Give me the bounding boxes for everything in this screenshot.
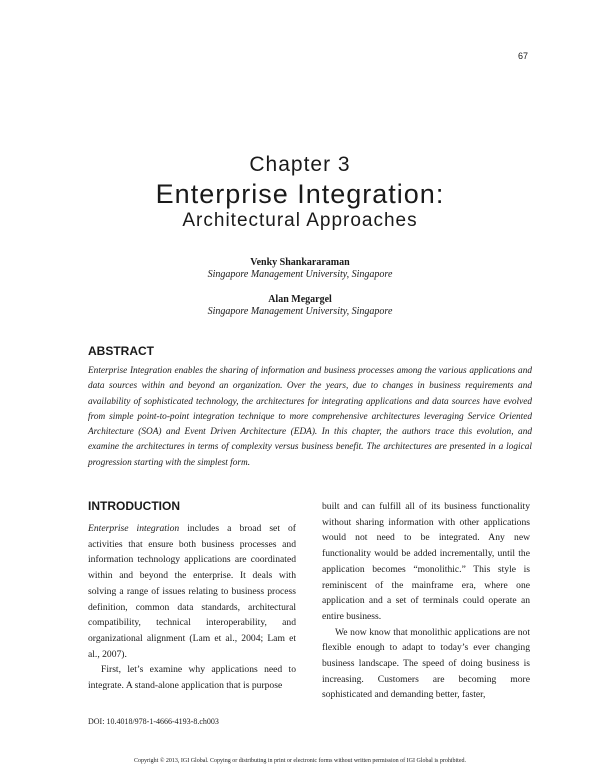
body-column-left (88, 521, 296, 694)
author-block (0, 294, 600, 317)
intro-paragraph-3: We now know that monolithic applications are not flexible enough to adapt to today’s ever changing business landscape. The speed of doing business is increasing. Customers are becoming more sophisticated and demanding better, faster, (322, 626, 530, 701)
chapter-subtitle: Architectural Approaches (182, 210, 418, 231)
introduction-heading: INTRODUCTION (88, 499, 180, 513)
body-column-right (322, 499, 530, 703)
intro-term: Enterprise integration (88, 523, 180, 534)
author-block (0, 257, 600, 280)
author-affiliation: Singapore Management University, Singapore (207, 306, 393, 317)
chapter-label: Chapter 3 (249, 153, 351, 176)
doi: DOI: 10.4018/978-1-4666-4193-8.ch003 (88, 717, 219, 726)
author-name: Alan Megargel (268, 294, 332, 305)
copyright-notice: Copyright © 2013, IGI Global. Copying or distributing in print or electronic forms without written permission of IGI Global is prohibited. (133, 758, 466, 764)
abstract-heading: ABSTRACT (88, 344, 154, 358)
author-name: Venky Shankararaman (250, 257, 350, 268)
intro-paragraph-2: First, let’s examine why applications need to integrate. A stand-alone application that is purpose (88, 664, 296, 692)
intro-paragraph-1: Enterprise integration includes a broad set of activities that ensure both business processes and information technology applications are coordinated within and beyond the enterprise. It deals with solving a range of issues relating to business process definition, common data standards, architectural compatibility, technical interoperability, and organizational alignment (Lam et al., 2004; Lam et al., 2007). (88, 523, 296, 660)
abstract-text: Enterprise Integration enables the sharing of information and business processes among the various applications and data sources within and beyond an organization. Over the years, due to changes in business requirements and availability of sophisticated technology, the architectures for integrating applications and data sources have evolved from simple point-to-point integration technique to more comprehensive architectures leveraging Service Oriented Architecture (SOA) and Event Driven Architecture (EDA). In this chapter, the authors trace this evolution, and examine the architectures in terms of complexity versus business benefit. The architectures are presented in a logical progression starting with the simplest form. (88, 366, 532, 468)
intro-paragraph-2-continued: built and can fulfill all of its business functionality without sharing information with other applications would not need to be integrated. Any new functionality would be added incrementally, until the application becomes “monolithic.” This style is reminiscent of the mainframe era, where one application and a set of terminals could operate an entire business. (322, 501, 530, 622)
page-number: 67 (517, 51, 528, 61)
author-affiliation: Singapore Management University, Singapore (207, 269, 393, 280)
chapter-title: Enterprise Integration: (155, 179, 445, 209)
